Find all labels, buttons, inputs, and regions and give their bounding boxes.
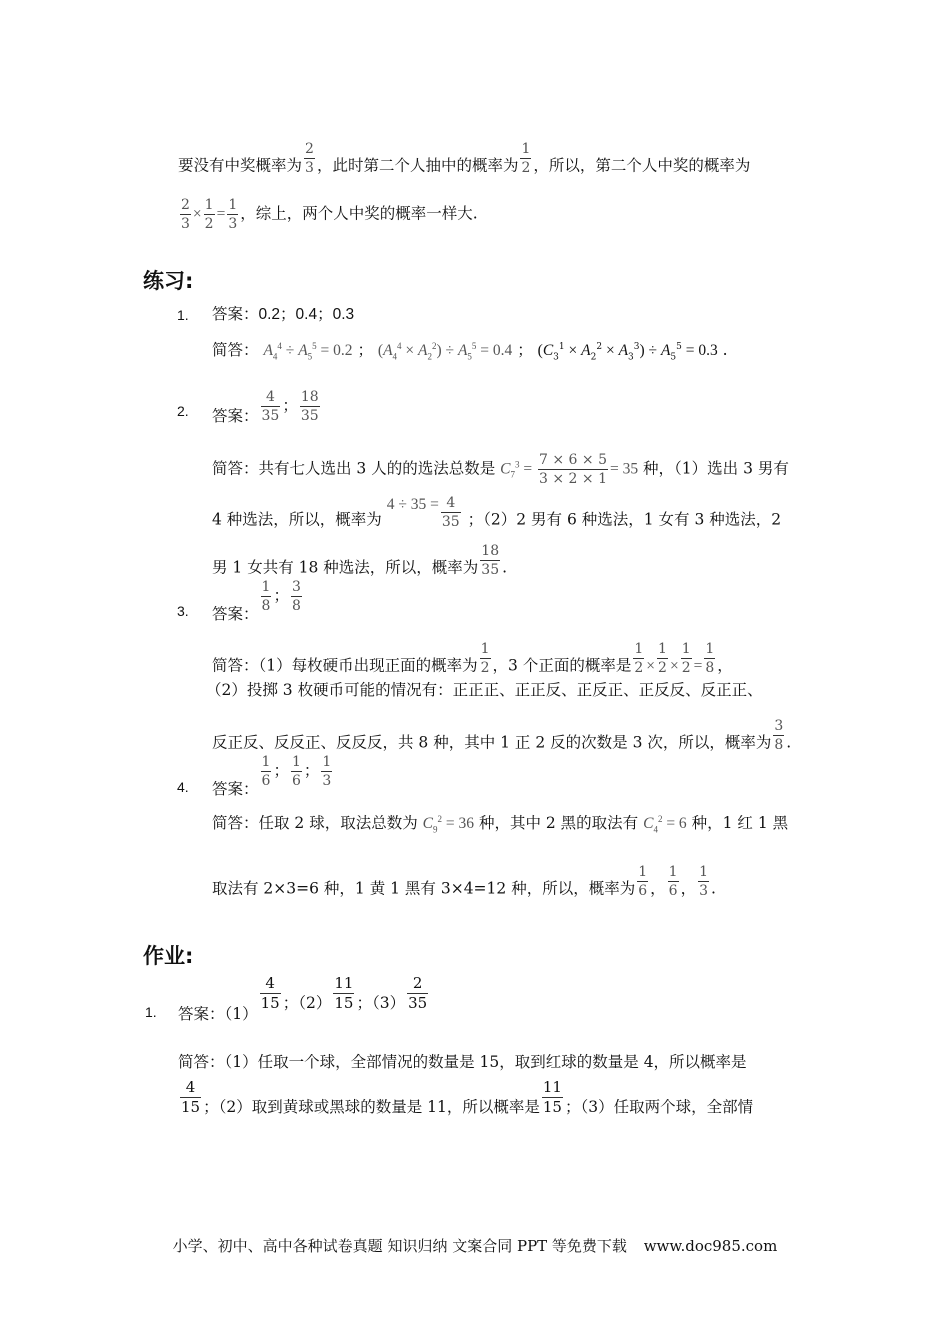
fraction: $\frac{4}{15}$ (181, 1078, 201, 1116)
homework-answer: 答案：（1） $\frac{4}{15}$ ；（2） $\frac{11}{15}$ ；（3） $\frac{2}{35}$ (178, 974, 428, 1023)
practice-2-brief-1: 简答：共有七人选出 3 人的的选法总数是 $C_7^3$ = $\frac{7 \times 6 \times 5}{3 \times 2 \times 1}$ = 35 种，（1）选出 3 男有 (212, 452, 789, 487)
practice-3-brief-3: 反正反、反反正、反反反，共 8 种，其中 1 正 2 反的次数是 3 次，所以，概率为 $\frac{3}{8}$ . (212, 718, 792, 753)
fraction: $\frac{2}{3}$ (181, 197, 190, 232)
fraction: $\frac{1}{6}$ (638, 864, 648, 899)
practice-3-brief-1: 简答：（1）每枚硬币出现正面的概率为 $\frac{1}{2}$ ，3 个正面的概率是 $\frac{1}{2}$ × $\frac{1}{2}$ × $\frac{1}{2}$ = $\frac{1}{8}$ ， (212, 641, 733, 676)
fraction: $\frac{4}{35}$ (441, 495, 460, 530)
homework-heading: 作业: (143, 944, 194, 968)
fraction: $\frac{1}{2}$ (480, 641, 490, 676)
practice-4-answer: 答案： $\frac{1}{6}$ ； $\frac{1}{6}$ ； $\frac{1}{3}$ (212, 754, 332, 798)
practice-heading: 练习: (143, 269, 194, 293)
fraction: $\frac{3}{8}$ (774, 718, 784, 753)
fraction: $\frac{1}{8}$ (705, 641, 715, 676)
fraction: $\frac{2}{35}$ (408, 974, 428, 1012)
page-footer (0, 1235, 950, 1256)
item-number: 4. (177, 779, 189, 795)
item-number: 1. (177, 307, 189, 323)
fraction: $\frac{1}{8}$ (261, 579, 271, 614)
fraction: $\frac{1}{6}$ (261, 754, 271, 789)
item-number: 3. (177, 603, 189, 619)
practice-2-answer: 答案： $\frac{4}{35}$ ； $\frac{18}{35}$ (212, 389, 319, 425)
fraction: $\frac{1}{2}$ (521, 141, 531, 176)
footer-text: 小学、初中、高中各种试卷真题 知识归纳 文案合同 PPT 等免费下载 (172, 1237, 627, 1255)
homework-brief-1: 简答：（1）任取一个球，全部情况的数量是 15，取到红球的数量是 4，所以概率是 (178, 1053, 747, 1071)
intro-line-1: 要没有中奖概率为 $\frac{2}{3}$ ，此时第二个人抽中的概率为 $\frac{1}{2}$ ，所以，第二个人中奖的概率为 (178, 141, 751, 176)
fraction: $\frac{2}{3}$ (305, 141, 314, 176)
fraction: $\frac{1}{3}$ (228, 197, 238, 232)
fraction: $\frac{11}{15}$ (334, 974, 354, 1012)
item-number: 2. (177, 403, 189, 419)
footer-url[interactable]: www.doc985.com (643, 1237, 778, 1255)
practice-3-brief-2: （2）投掷 3 枚硬币可能的情况有：正正正、正正反、正反正、正反反、反正正、 (206, 681, 763, 699)
practice-4-brief-2: 取法有 2×3=6 种，1 黄 1 黑有 3×4=12 种，所以，概率为 $\frac{1}{6}$ ， $\frac{1}{6}$ ， $\frac{1}{3}$ . (212, 864, 716, 899)
intro-line-2: $\frac{2}{3}$ × $\frac{1}{2}$ = $\frac{1}{3}$ ，综上，两个人中奖的概率一样大. (181, 197, 478, 232)
homework-brief-2: $\frac{4}{15}$ ；（2）取到黄球或黑球的数量是 11，所以概率是 $\frac{11}{15}$ ；（3）任取两个球，全部情 (181, 1078, 754, 1116)
practice-4-brief-1: 简答：任取 2 球，取法总数为 $C_9^2 = 36$ 种，其中 2 黑的取法有 $C_4^2 = 6$ 种，1 红 1 黑 (212, 814, 789, 835)
fraction: $\frac{1}{2}$ (658, 641, 667, 676)
fraction: $\frac{3}{8}$ (291, 579, 301, 614)
fraction: $\frac{18}{35}$ (481, 543, 500, 578)
fraction: $\frac{1}{3}$ (699, 864, 708, 899)
practice-2-brief-2: 4 种选法，所以，概率为 4 ÷ 35 = $\frac{4}{35}$ ；（2）2 男有 6 种选法，1 女有 3 种选法，2 (212, 495, 782, 530)
practice-3-answer: 答案： $\frac{1}{8}$ ； $\frac{3}{8}$ (212, 579, 301, 623)
fraction: $\frac{1}{3}$ (322, 754, 332, 789)
fraction: $\frac{1}{2}$ (204, 197, 214, 232)
fraction: $\frac{1}{6}$ (668, 864, 678, 899)
practice-1-answer: 答案：0.2；0.4；0.3 (212, 306, 355, 323)
fraction: $\frac{4}{15}$ (260, 974, 280, 1012)
fraction: $\frac{1}{6}$ (291, 754, 301, 789)
fraction: $\frac{4}{35}$ (261, 389, 280, 424)
practice-2-brief-3: 男 1 女共有 18 种选法，所以，概率为 $\frac{18}{35}$ . (212, 543, 508, 578)
fraction: $\frac{18}{35}$ (300, 389, 319, 424)
item-number: 1. (145, 1004, 157, 1020)
practice-1-brief: 简答： $A_4^4 \div A_5^5 = 0.2$ ； $(A_4^4 \times A_2^2) \div A_5^5 = 0.4$ ； $(C_3^1 \times A_2^2 \times A_3^3) \div A_5^5 = 0.3$ . (212, 341, 728, 363)
fraction: $\frac{7 \times 6 \times 5}{3 \times 2 \times 1}$ (539, 452, 607, 487)
fraction: $\frac{1}{2}$ (681, 641, 691, 676)
fraction: $\frac{11}{15}$ (542, 1078, 562, 1116)
fraction: $\frac{1}{2}$ (634, 641, 644, 676)
